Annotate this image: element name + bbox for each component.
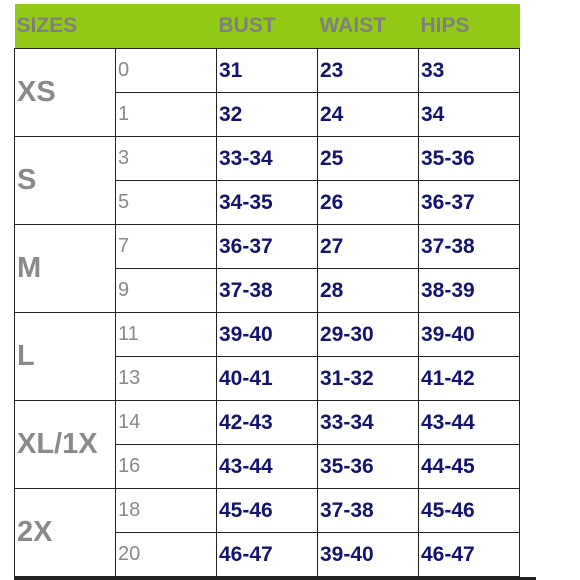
bust-value: 37-38 — [217, 269, 318, 313]
header-sizes: SIZES — [15, 4, 116, 49]
size-number: 13 — [116, 357, 217, 401]
size-label: XS — [15, 49, 116, 137]
table-row — [15, 401, 520, 445]
size-number: 5 — [116, 181, 217, 225]
bust-value: 40-41 — [217, 357, 318, 401]
waist-value: 27 — [318, 225, 419, 269]
header-number — [116, 4, 217, 49]
hips-value: 45-46 — [419, 489, 520, 533]
size-number: 1 — [116, 93, 217, 137]
waist-value: 23 — [318, 49, 419, 93]
bust-value: 33-34 — [217, 137, 318, 181]
bust-value: 39-40 — [217, 313, 318, 357]
bust-value: 31 — [217, 49, 318, 93]
bust-value: 45-46 — [217, 489, 318, 533]
size-chart-table — [14, 4, 520, 577]
hips-value: 39-40 — [419, 313, 520, 357]
hips-value: 41-42 — [419, 357, 520, 401]
table-body — [15, 49, 520, 577]
bust-value: 34-35 — [217, 181, 318, 225]
table-row — [15, 137, 520, 181]
size-number: 9 — [116, 269, 217, 313]
hips-value: 36-37 — [419, 181, 520, 225]
waist-value: 35-36 — [318, 445, 419, 489]
waist-value: 39-40 — [318, 533, 419, 577]
hips-value: 43-44 — [419, 401, 520, 445]
hips-value: 33 — [419, 49, 520, 93]
bust-value: 43-44 — [217, 445, 318, 489]
bust-value: 32 — [217, 93, 318, 137]
size-number: 11 — [116, 313, 217, 357]
bust-value: 46-47 — [217, 533, 318, 577]
table-row — [15, 49, 520, 93]
size-label: L — [15, 313, 116, 401]
size-number: 3 — [116, 137, 217, 181]
header-row — [15, 4, 520, 49]
size-number: 16 — [116, 445, 217, 489]
header-waist: WAIST — [318, 4, 419, 49]
size-number: 20 — [116, 533, 217, 577]
table-row — [15, 225, 520, 269]
hips-value: 35-36 — [419, 137, 520, 181]
waist-value: 29-30 — [318, 313, 419, 357]
table-header — [15, 4, 520, 49]
table-row — [15, 313, 520, 357]
header-hips: HIPS — [419, 4, 520, 49]
bust-value: 36-37 — [217, 225, 318, 269]
size-number: 14 — [116, 401, 217, 445]
waist-value: 26 — [318, 181, 419, 225]
waist-value: 31-32 — [318, 357, 419, 401]
size-number: 18 — [116, 489, 217, 533]
hips-value: 38-39 — [419, 269, 520, 313]
size-label: M — [15, 225, 116, 313]
size-label: S — [15, 137, 116, 225]
waist-value: 25 — [318, 137, 419, 181]
size-number: 0 — [116, 49, 217, 93]
size-label: XL/1X — [15, 401, 116, 489]
waist-value: 28 — [318, 269, 419, 313]
waist-value: 33-34 — [318, 401, 419, 445]
bust-value: 42-43 — [217, 401, 318, 445]
table-row — [15, 489, 520, 533]
hips-value: 44-45 — [419, 445, 520, 489]
size-label: 2X — [15, 489, 116, 577]
waist-value: 24 — [318, 93, 419, 137]
hips-value: 34 — [419, 93, 520, 137]
hips-value: 37-38 — [419, 225, 520, 269]
waist-value: 37-38 — [318, 489, 419, 533]
size-number: 7 — [116, 225, 217, 269]
hips-value: 46-47 — [419, 533, 520, 577]
header-bust: BUST — [217, 4, 318, 49]
